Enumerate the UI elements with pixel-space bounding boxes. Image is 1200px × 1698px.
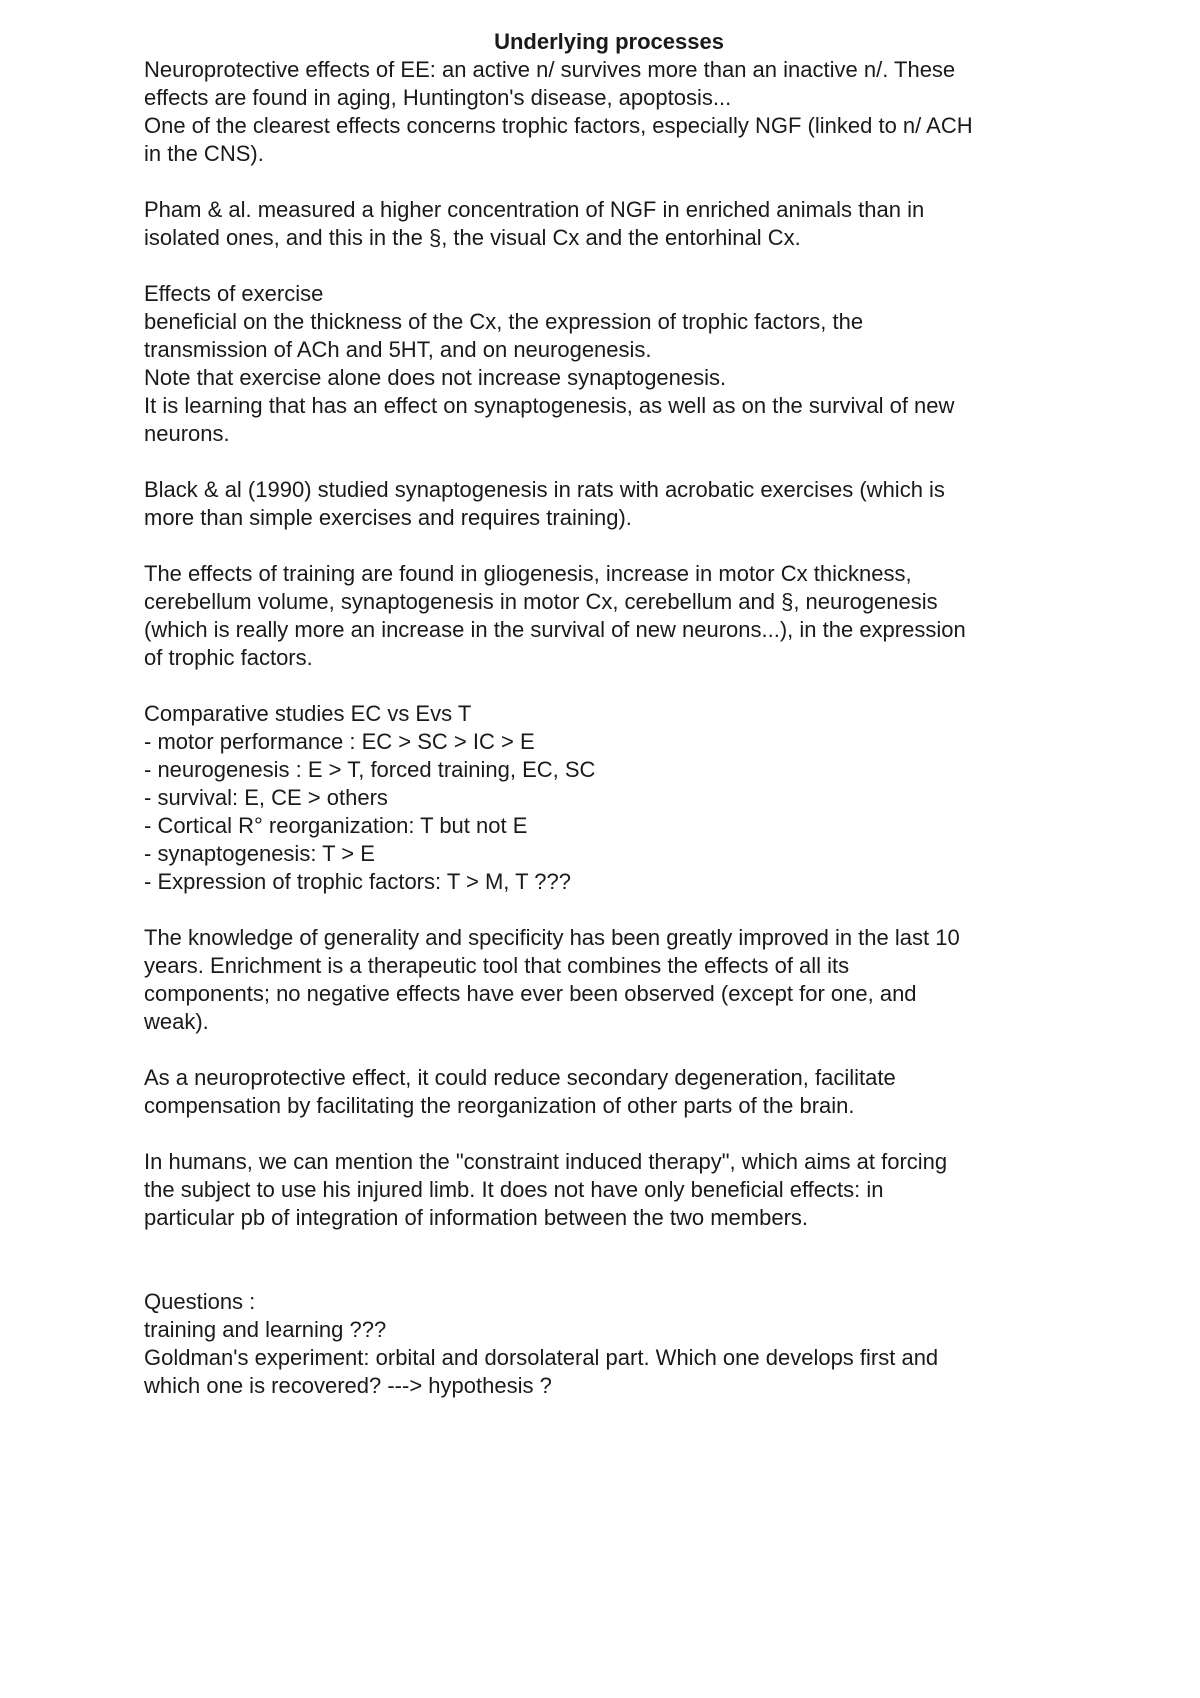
text-line: of trophic factors. [144, 645, 313, 670]
text-line: Comparative studies EC vs Evs T [144, 701, 472, 726]
list-item: - Cortical R° reorganization: T but not E [144, 813, 528, 838]
text-line: Questions : [144, 1289, 256, 1314]
paragraph-questions [144, 1288, 1074, 1400]
paragraph-generality-specificity [144, 924, 1074, 1036]
text-line: transmission of ACh and 5HT, and on neurogenesis. [144, 337, 652, 362]
paragraph-comparative-studies [144, 700, 1074, 896]
paragraph-effects-of-training [144, 560, 1074, 672]
text-line: compensation by facilitating the reorganization of other parts of the brain. [144, 1093, 855, 1118]
text-line: Goldman's experiment: orbital and dorsolateral part. Which one develops first and [144, 1345, 939, 1370]
paragraph-neuroprotective-effect [144, 1064, 1074, 1120]
text-line: in the CNS). [144, 141, 264, 166]
list-item: - neurogenesis : E > T, forced training, EC, SC [144, 757, 596, 782]
text-line: It is learning that has an effect on synaptogenesis, as well as on the survival of new [144, 393, 955, 418]
text-line: The knowledge of generality and specificity has been greatly improved in the last 10 [144, 925, 960, 950]
text-line: As a neuroprotective effect, it could reduce secondary degeneration, facilitate [144, 1065, 896, 1090]
list-item: - synaptogenesis: T > E [144, 841, 375, 866]
text-line: Pham & al. measured a higher concentration of NGF in enriched animals than in [144, 197, 925, 222]
document-body [144, 28, 1074, 1428]
text-line: In humans, we can mention the "constraint induced therapy", which aims at forcing [144, 1149, 948, 1174]
text-line: weak). [144, 1009, 209, 1034]
text-line: isolated ones, and this in the §, the visual Cx and the entorhinal Cx. [144, 225, 801, 250]
text-line: (which is really more an increase in the survival of new neurons...), in the expression [144, 617, 966, 642]
text-line: which one is recovered? ---> hypothesis ? [144, 1373, 552, 1398]
text-line: effects are found in aging, Huntington's disease, apoptosis... [144, 85, 732, 110]
paragraph-constraint-induced-therapy [144, 1148, 1074, 1232]
text-line: components; no negative effects have ever been observed (except for one, and [144, 981, 917, 1006]
text-line: Neuroprotective effects of EE: an active n/ survives more than an inactive n/. These [144, 57, 956, 82]
text-line: Effects of exercise [144, 281, 324, 306]
text-line: the subject to use his injured limb. It does not have only beneficial effects: in [144, 1177, 884, 1202]
text-line: training and learning ??? [144, 1317, 387, 1342]
paragraph-neuroprotective-effects [144, 56, 1074, 168]
paragraph-effects-of-exercise [144, 280, 1074, 448]
list-item: - survival: E, CE > others [144, 785, 388, 810]
paragraph-black-synaptogenesis [144, 476, 1074, 532]
text-line: neurons. [144, 421, 230, 446]
text-line: Black & al (1990) studied synaptogenesis in rats with acrobatic exercises (which is [144, 477, 945, 502]
text-line: Note that exercise alone does not increase synaptogenesis. [144, 365, 727, 390]
text-line: particular pb of integration of information between the two members. [144, 1205, 809, 1230]
list-item: - motor performance : EC > SC > IC > E [144, 729, 535, 754]
paragraph-pham-ngf [144, 196, 1074, 252]
text-line: more than simple exercises and requires training). [144, 505, 632, 530]
text-line: The effects of training are found in gliogenesis, increase in motor Cx thickness, [144, 561, 912, 586]
text-line: beneficial on the thickness of the Cx, the expression of trophic factors, the [144, 309, 864, 334]
text-line: years. Enrichment is a therapeutic tool that combines the effects of all its [144, 953, 850, 978]
list-item: - Expression of trophic factors: T > M, T ??? [144, 869, 571, 894]
document-title: Underlying processes [494, 29, 724, 54]
text-line: cerebellum volume, synaptogenesis in motor Cx, cerebellum and §, neurogenesis [144, 589, 938, 614]
text-line: One of the clearest effects concerns trophic factors, especially NGF (linked to n/ ACH [144, 113, 973, 138]
